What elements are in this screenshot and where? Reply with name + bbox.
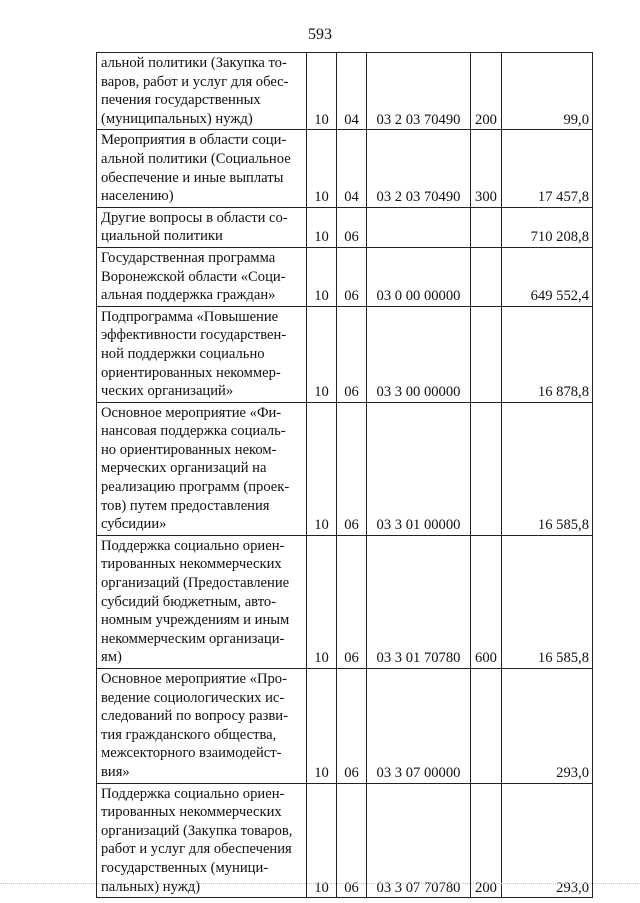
section-code-cell: 10 xyxy=(307,783,337,898)
section-code-cell: 10 xyxy=(307,669,337,784)
item-name-cell: Государственная программа Воронежской области «Соци- альная поддержка граждан» xyxy=(97,247,307,306)
item-name-cell: Другие вопросы в области со- циальной политики xyxy=(97,207,307,247)
table-row xyxy=(97,535,593,668)
expense-type-cell: 200 xyxy=(471,53,502,130)
item-name-cell: Поддержка социально ориен- тированных некоммерческих организаций (Закупка товаров, работ и услуг для обеспечения государственных (муници- пальных) нужд) xyxy=(97,783,307,898)
section-code-cell: 10 xyxy=(307,306,337,402)
amount-cell: 17 457,8 xyxy=(502,130,593,207)
target-article-cell: 03 2 03 70490 xyxy=(367,53,471,130)
table-row xyxy=(97,783,593,898)
amount-cell: 293,0 xyxy=(502,783,593,898)
page-number: 593 xyxy=(308,26,332,43)
target-article-cell: 03 3 07 00000 xyxy=(367,669,471,784)
target-article-cell: 03 0 00 00000 xyxy=(367,247,471,306)
subsection-code-cell: 06 xyxy=(337,207,367,247)
target-article-cell xyxy=(367,207,471,247)
item-name-cell: Основное мероприятие «Про- ведение социологических ис- следований по вопросу разви- тия гражданского общества, межсекторного взаимодейст- вия» xyxy=(97,669,307,784)
amount-cell: 293,0 xyxy=(502,669,593,784)
subsection-code-cell: 06 xyxy=(337,402,367,535)
expense-type-cell xyxy=(471,306,502,402)
amount-cell: 99,0 xyxy=(502,53,593,130)
table-row xyxy=(97,247,593,306)
item-name-cell: Подпрограмма «Повышение эффективности государствен- ной поддержки социально ориентированных некоммер- ческих организаций» xyxy=(97,306,307,402)
section-code-cell: 10 xyxy=(307,130,337,207)
subsection-code-cell: 04 xyxy=(337,130,367,207)
table-row xyxy=(97,207,593,247)
section-code-cell: 10 xyxy=(307,535,337,668)
item-name-cell: Поддержка социально ориен- тированных некоммерческих организаций (Предоставление субсидий бюджетным, авто- номным учреждениям и иным некоммерческим организаци- ям) xyxy=(97,535,307,668)
budget-table xyxy=(96,52,593,898)
target-article-cell: 03 3 01 70780 xyxy=(367,535,471,668)
table-row xyxy=(97,130,593,207)
target-article-cell: 03 3 01 00000 xyxy=(367,402,471,535)
amount-cell: 16 878,8 xyxy=(502,306,593,402)
section-code-cell: 10 xyxy=(307,53,337,130)
subsection-code-cell: 06 xyxy=(337,783,367,898)
subsection-code-cell: 06 xyxy=(337,535,367,668)
subsection-code-cell: 06 xyxy=(337,669,367,784)
expense-type-cell: 600 xyxy=(471,535,502,668)
item-name-cell: Основное мероприятие «Фи- нансовая поддержка социаль- но ориентированных неком- мерческих организаций на реализацию программ (проек- тов) путем предоставления субсидии» xyxy=(97,402,307,535)
amount-cell: 710 208,8 xyxy=(502,207,593,247)
expense-type-cell xyxy=(471,669,502,784)
section-code-cell: 10 xyxy=(307,207,337,247)
subsection-code-cell: 04 xyxy=(337,53,367,130)
subsection-code-cell: 06 xyxy=(337,247,367,306)
amount-cell: 16 585,8 xyxy=(502,402,593,535)
expense-type-cell: 200 xyxy=(471,783,502,898)
expense-type-cell: 300 xyxy=(471,130,502,207)
expense-type-cell xyxy=(471,247,502,306)
budget-table-body xyxy=(97,53,593,898)
target-article-cell: 03 3 07 70780 xyxy=(367,783,471,898)
target-article-cell: 03 2 03 70490 xyxy=(367,130,471,207)
subsection-code-cell: 06 xyxy=(337,306,367,402)
target-article-cell: 03 3 00 00000 xyxy=(367,306,471,402)
amount-cell: 16 585,8 xyxy=(502,535,593,668)
section-code-cell: 10 xyxy=(307,402,337,535)
expense-type-cell xyxy=(471,402,502,535)
table-row xyxy=(97,402,593,535)
table-row xyxy=(97,53,593,130)
item-name-cell: альной политики (Закупка то- варов, работ и услуг для обес- печения государственных (муниципальных) нужд) xyxy=(97,53,307,130)
section-code-cell: 10 xyxy=(307,247,337,306)
table-row xyxy=(97,306,593,402)
expense-type-cell xyxy=(471,207,502,247)
item-name-cell: Мероприятия в области соци- альной политики (Социальное обеспечение и иные выплаты населению) xyxy=(97,130,307,207)
scan-edge-line xyxy=(0,883,640,884)
table-row xyxy=(97,669,593,784)
amount-cell: 649 552,4 xyxy=(502,247,593,306)
